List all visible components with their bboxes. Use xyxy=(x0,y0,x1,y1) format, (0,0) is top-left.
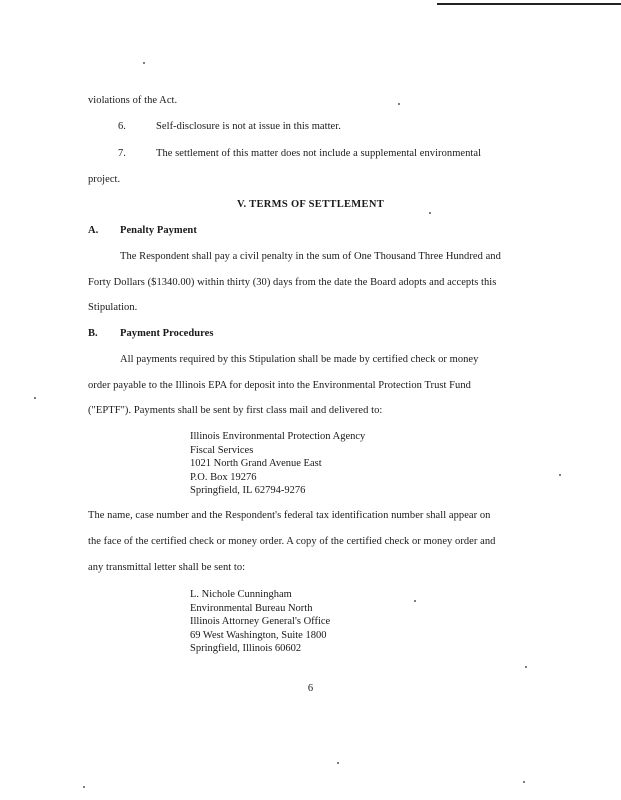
section-b-letter: B. xyxy=(88,328,98,339)
top-border-rule xyxy=(437,3,621,5)
address-line: L. Nichole Cunningham xyxy=(190,589,292,600)
name-line-2: the face of the certified check or money order. A copy of the certified check or money order and xyxy=(88,536,496,547)
section-b-title: Payment Procedures xyxy=(120,328,214,339)
scan-speck xyxy=(559,474,561,476)
page-number: 6 xyxy=(307,683,314,694)
section-a-letter: A. xyxy=(88,225,99,236)
item-7-text: The settlement of this matter does not include a supplemental environmental xyxy=(156,148,482,159)
scan-speck xyxy=(429,212,431,214)
scan-speck xyxy=(398,103,400,105)
address-line: P.O. Box 19276 xyxy=(190,471,257,483)
item-7-continuation: project. xyxy=(88,174,121,185)
address-line: Springfield, Illinois 60602 xyxy=(190,643,302,654)
scan-speck xyxy=(414,600,416,602)
address-line: 69 West Washington, Suite 1800 xyxy=(190,629,327,641)
item-6-number: 6. xyxy=(118,121,126,132)
text-line-violations: violations of the Act. xyxy=(88,95,178,106)
name-line-3: any transmittal letter shall be sent to: xyxy=(88,562,246,573)
section-a-title: Penalty Payment xyxy=(120,225,197,236)
address-block-attorney-general xyxy=(190,588,330,656)
payment-line-2: order payable to the Illinois EPA for deposit into the Environmental Protection Trust Fund xyxy=(88,380,471,391)
address-line: Illinois Environmental Protection Agency xyxy=(190,431,366,442)
scan-speck xyxy=(34,397,36,399)
address-block-epa xyxy=(190,430,365,498)
item-7-number: 7. xyxy=(118,148,126,159)
penalty-line-2: Forty Dollars ($1340.00) within thirty (30) days from the date the Board adopts and accepts this xyxy=(88,277,497,288)
address-line: Springfield, IL 62794-9276 xyxy=(190,485,306,496)
item-6-text: Self-disclosure is not at issue in this matter. xyxy=(156,121,341,132)
payment-line-1: All payments required by this Stipulation shall be made by certified check or money xyxy=(120,354,479,365)
address-line: 1021 North Grand Avenue East xyxy=(190,458,322,469)
section-heading: V. TERMS OF SETTLEMENT xyxy=(236,199,385,210)
penalty-line-1: The Respondent shall pay a civil penalty in the sum of One Thousand Three Hundred and xyxy=(120,251,501,262)
address-line: Fiscal Services xyxy=(190,444,254,456)
scan-speck xyxy=(525,666,527,668)
penalty-line-3: Stipulation. xyxy=(88,302,138,313)
scan-speck xyxy=(337,762,339,764)
scan-speck xyxy=(523,781,525,783)
name-line-1: The name, case number and the Respondent's federal tax identification number shall appear on xyxy=(88,510,491,521)
scan-speck xyxy=(143,62,145,64)
address-line: Environmental Bureau North xyxy=(190,602,313,614)
address-line: Illinois Attorney General's Office xyxy=(190,616,331,627)
scan-speck xyxy=(83,786,85,788)
payment-line-3: ("EPTF"). Payments shall be sent by first class mail and delivered to: xyxy=(88,405,383,416)
